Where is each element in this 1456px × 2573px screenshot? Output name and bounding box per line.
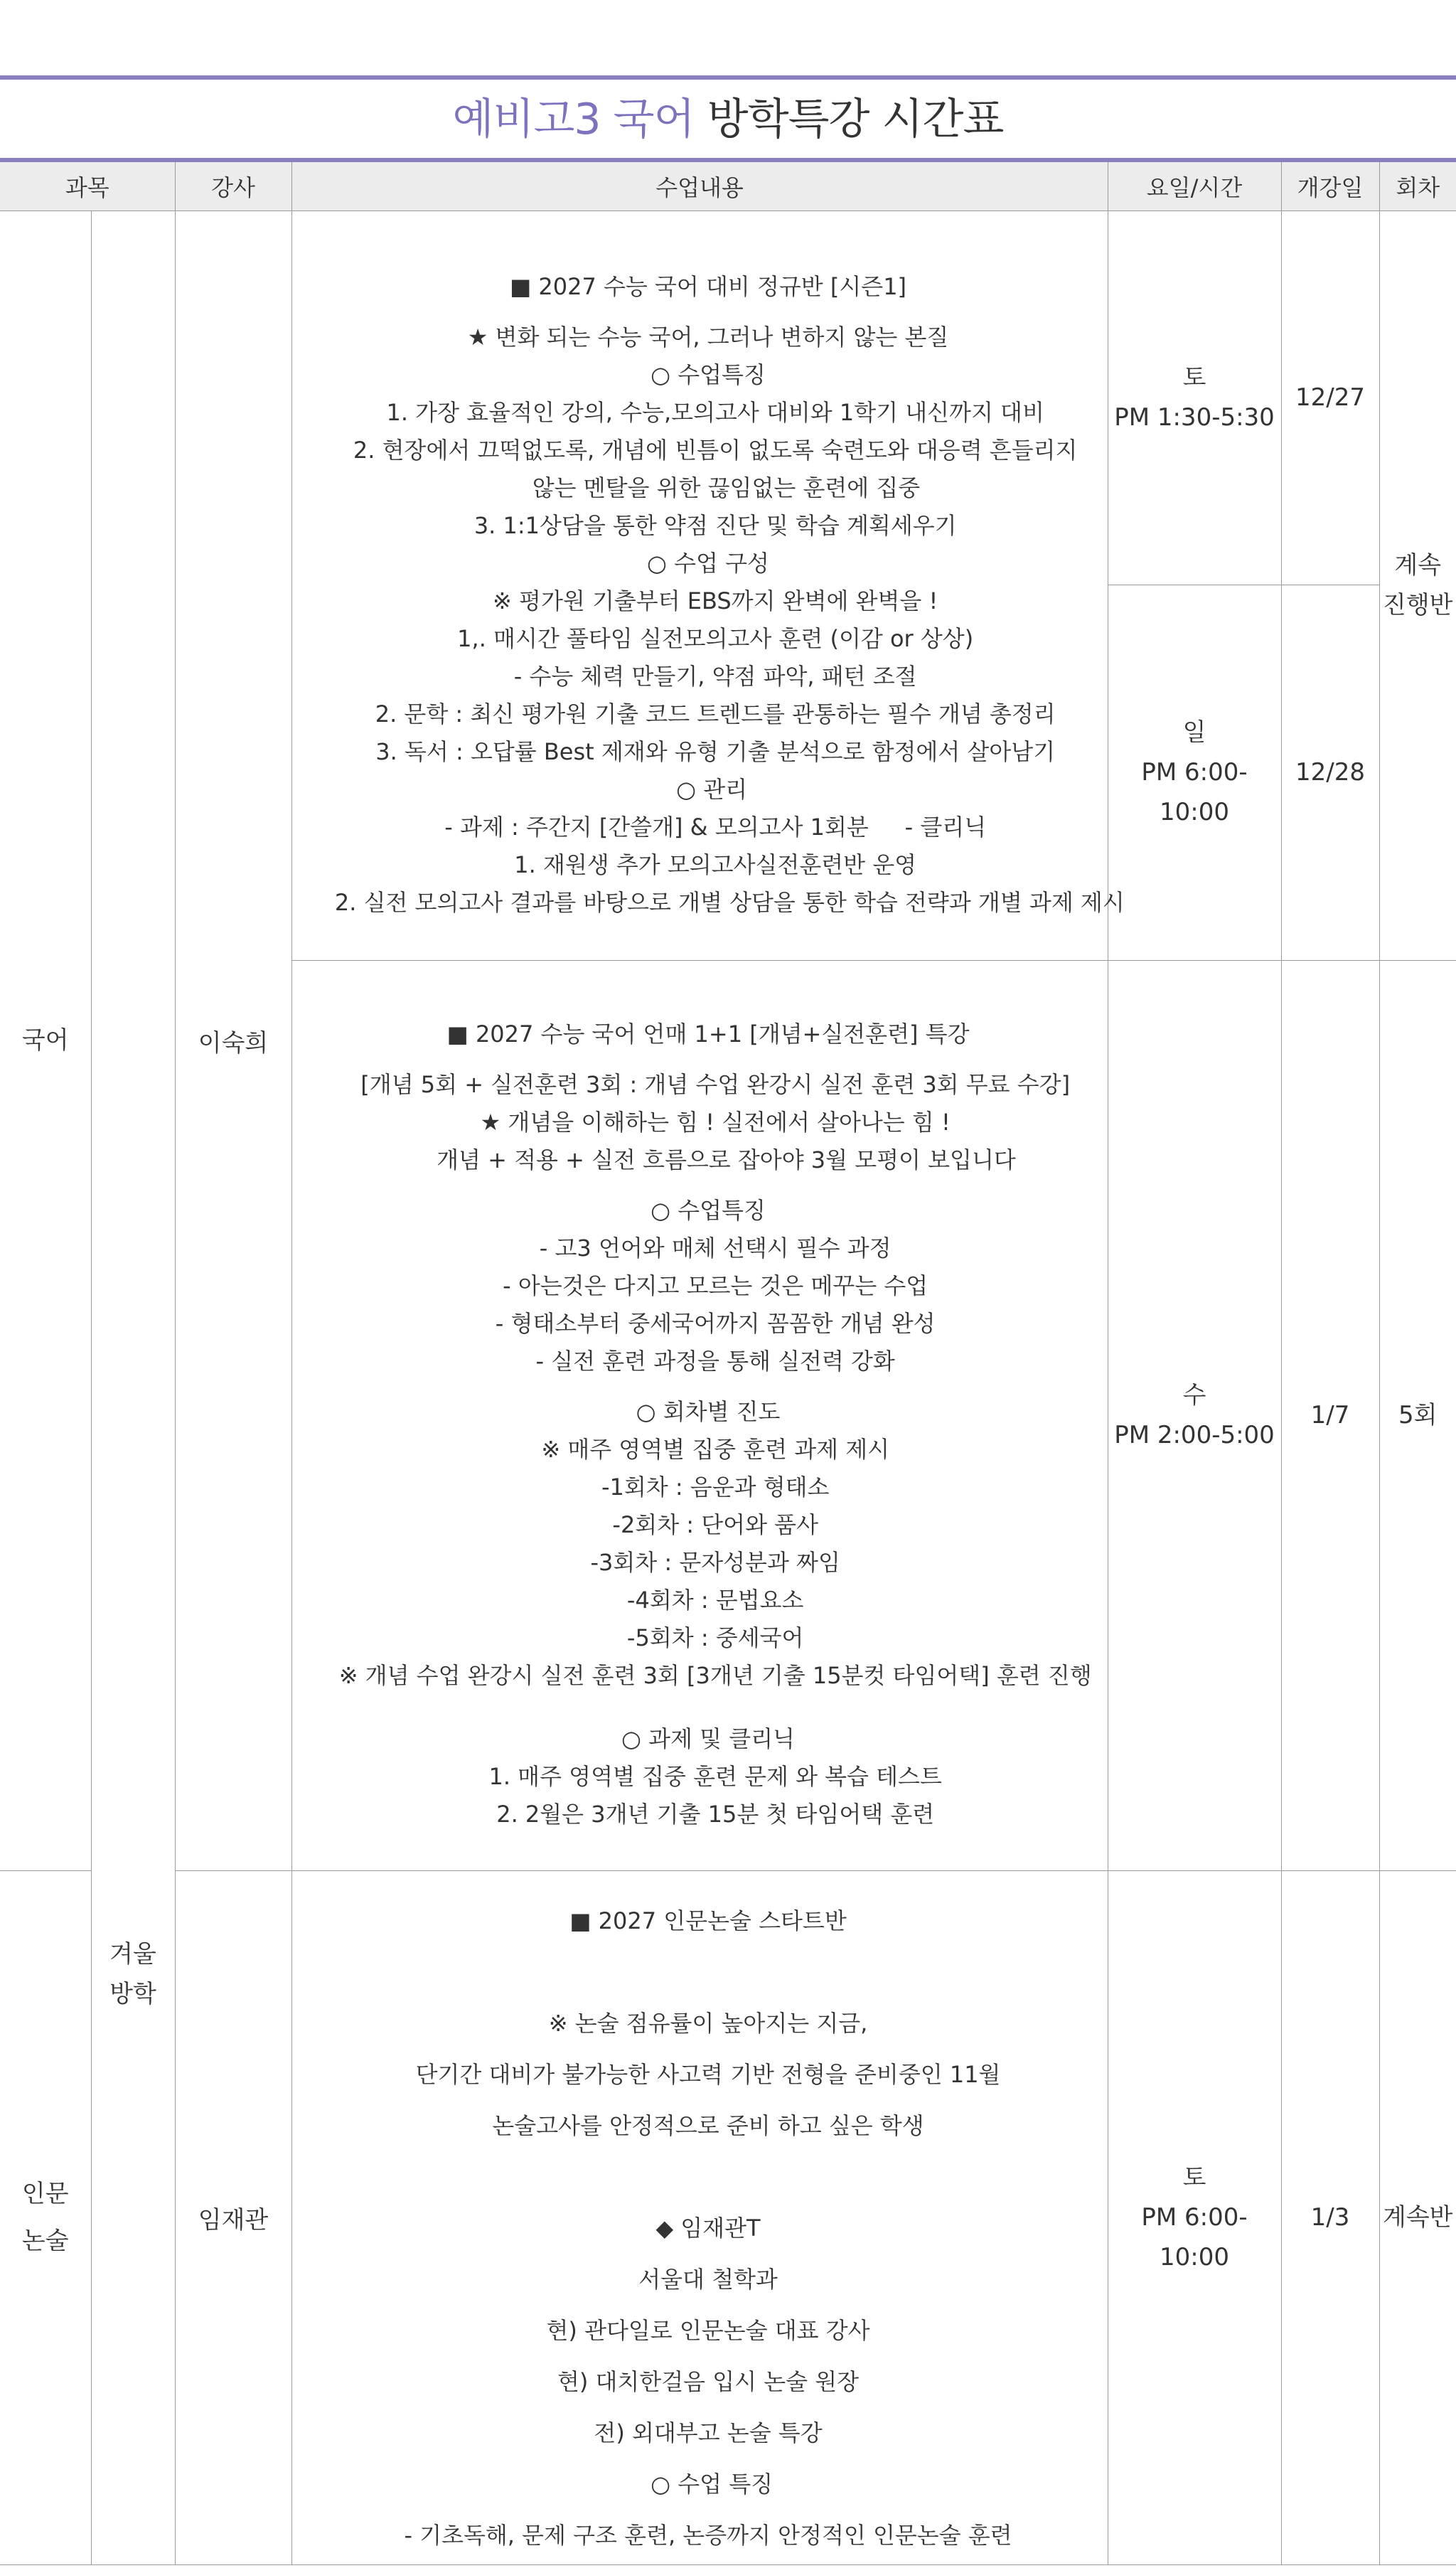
course3-line: - 기초독해, 문제 구조 훈련, 논증까지 안정적인 인문논술 훈련 (404, 2522, 1012, 2549)
course1-session2-time: 일 PM 6:00-10:00 (1108, 585, 1281, 960)
course3-open: 1/3 (1281, 1870, 1379, 2564)
course3-line: ※ 논술 점유률이 높아지는 지금, (548, 2010, 868, 2037)
course2-line: ※ 개념 수업 완강시 실전 훈련 3회 [3개년 기출 15분컷 타임어택] 훈련 진행 (324, 1662, 1092, 1689)
course1-line: 3. 독서 : 오답률 Best 제재와 유형 기출 분석으로 함정에서 살아남기 (360, 737, 1056, 765)
course1-line: 2. 실전 모의고사 결과를 바탕으로 개별 상담을 통한 학습 전략과 개별 과제 제시 (320, 888, 1125, 916)
course2-content (291, 960, 1108, 1870)
course2-line: ※ 매주 영역별 집중 훈련 과제 제시 (526, 1436, 890, 1463)
title-accent: 예비고3 국어 (452, 95, 695, 144)
course2-line: -1회차 : 음운과 형태소 (587, 1474, 830, 1501)
header-rounds: 회차 (1379, 162, 1456, 211)
schedule-table (0, 162, 1456, 2565)
course2-line: -3회차 : 문자성분과 짜임 (576, 1549, 840, 1576)
course1-line: 3. 1:1상담을 통한 약점 진단 및 학습 계획세우기 (459, 511, 957, 539)
header-day-time: 요일/시간 (1108, 162, 1281, 211)
header-teacher: 강사 (175, 162, 291, 211)
course3-content (291, 1870, 1108, 2564)
teacher-essay: 임재관 (175, 1870, 291, 2564)
header-content: 수업내용 (291, 162, 1108, 211)
page-title (0, 84, 1456, 155)
course2-line: 1. 매주 영역별 집중 훈련 문제 와 복습 테스트 (474, 1763, 942, 1790)
header-row (0, 162, 1456, 211)
course1-line: ○ 관리 (668, 775, 748, 803)
course2-line: - 아는것은 다지고 모르는 것은 메꾸는 수업 (488, 1272, 928, 1299)
header-open-date: 개강일 (1281, 162, 1379, 211)
course2-line: ○ 수업특징 (651, 1197, 766, 1224)
course2-line: - 형태소부터 중세국어까지 꼼꼼한 개념 완성 (481, 1310, 936, 1337)
course1-line: ※ 평가원 기출부터 EBS까지 완벽에 완벽을 ! (478, 587, 938, 614)
course1-line: 않는 멘탈을 위한 끊임없는 훈련에 집중 (496, 474, 921, 501)
course2-time: 수 PM 2:00-5:00 (1108, 960, 1281, 1870)
course3-line: 단기간 대비가 불가능한 사고력 기반 전형을 준비중인 11월 (415, 2061, 1001, 2088)
top-divider (0, 75, 1456, 80)
course3-line: ◆ 임재관T (655, 2215, 761, 2242)
course1-content (291, 211, 1125, 960)
course3-line: 서울대 철학과 (638, 2266, 778, 2293)
course2-line: [개념 5회 + 실전훈련 3회 : 개념 수업 완강시 실전 훈련 3회 무료 수강] (346, 1071, 1071, 1098)
course1-line: ○ 수업특징 (651, 361, 766, 388)
course3-title: ■ 2027 인문논술 스타트반 (569, 1907, 847, 1934)
course2-line: ○ 과제 및 클리닉 (621, 1725, 795, 1752)
course1-line: 1. 가장 효율적인 강의, 수능,모의고사 대비와 1학기 내신까지 대비 (372, 398, 1044, 426)
course2-line: -4회차 : 문법요소 (612, 1587, 804, 1614)
course2-line: -2회차 : 단어와 품사 (598, 1511, 818, 1538)
header-subject: 과목 (0, 162, 175, 211)
course1-session1-open: 12/27 (1281, 211, 1379, 585)
course1-session2-open: 12/28 (1281, 585, 1379, 960)
course1-line: ★ 변화 되는 수능 국어, 그러나 변하지 않는 본질 (467, 323, 949, 351)
subject-essay: 인문 논술 (0, 1870, 91, 2564)
course1-rounds: 계속 진행반 (1379, 211, 1456, 960)
course2-line: ○ 회차별 진도 (636, 1398, 781, 1425)
course1-row-a (0, 211, 1456, 585)
course2-line: -5회차 : 중세국어 (612, 1624, 804, 1651)
course1-session1-time: 토 PM 1:30-5:30 (1108, 211, 1281, 585)
course2-line: 2. 2월은 3개년 기출 15분 첫 타임어택 훈련 (481, 1801, 935, 1828)
course3-line: 현) 관다일로 인문논술 대표 강사 (546, 2317, 870, 2344)
course2-rounds: 5회 (1379, 960, 1456, 1870)
title-rest: 방학특강 시간표 (694, 95, 1004, 144)
course1-line: 1,. 매시간 풀타임 실전모의고사 훈련 (이감 or 상상) (442, 624, 974, 652)
course2-line: 개념 + 적용 + 실전 흐름으로 잡아야 3월 모평이 보입니다 (400, 1146, 1016, 1173)
course1-line: 2. 현장에서 끄떡없도록, 개념에 빈틈이 없도록 숙련도와 대응력 흔들리지 (338, 436, 1078, 464)
course1-line: 2. 문학 : 최신 평가원 기출 코드 트렌드를 관통하는 필수 개념 총정리 (360, 700, 1056, 728)
subject-korean: 국어 (0, 211, 91, 1870)
course3-row (0, 1870, 1456, 2564)
course1-line: 1. 재원생 추가 모의고사실전훈련반 운영 (499, 851, 917, 878)
course2-title: ■ 2027 수능 국어 언매 1+1 [개념+실전훈련] 특강 (446, 1021, 970, 1048)
course1-line: ○ 수업 구성 (647, 549, 769, 577)
course2-line: - 고3 언어와 매체 선택시 필수 과정 (525, 1235, 892, 1262)
course2-line: ★ 개념을 이해하는 힘 ! 실전에서 살아나는 힘 ! (466, 1109, 951, 1136)
course3-line: ○ 수업 특징 (643, 2471, 774, 2498)
course3-rounds: 계속반 (1379, 1870, 1456, 2564)
course1-line: - 과제 : 주간지 [간쓸개] & 모의고사 1회분 - 클리닉 (429, 813, 987, 841)
season-winter: 겨울 방학 (91, 211, 175, 2564)
course1-line: - 수능 체력 만들기, 약점 파악, 패턴 조절 (499, 662, 917, 690)
course3-line: 현) 대치한걸음 입시 논술 원장 (557, 2368, 860, 2395)
teacher-korean: 이숙희 (175, 211, 291, 1870)
course3-line: 전) 외대부고 논술 특강 (594, 2419, 823, 2446)
course3-line: 논술고사를 안정적으로 준비 하고 싶은 학생 (492, 2112, 924, 2139)
course2-open: 1/7 (1281, 960, 1379, 1870)
course3-time: 토 PM 6:00-10:00 (1108, 1870, 1281, 2564)
course1-title: ■ 2027 수능 국어 대비 정규반 [시즌1] (509, 272, 907, 300)
course2-line: - 실전 훈련 과정을 통해 실전력 강화 (521, 1348, 895, 1375)
